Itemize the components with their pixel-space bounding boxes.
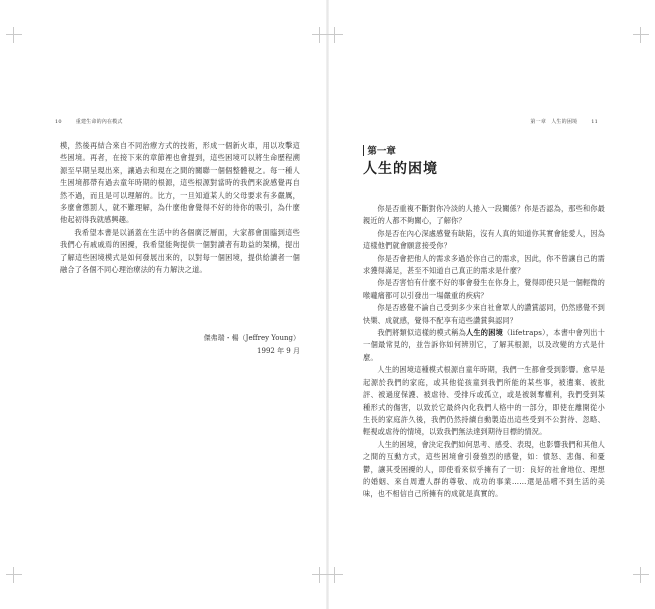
paragraph: 你是否在內心深處感覺有缺陷，沒有人真的知道你其實會能愛人，因為這樣他們就會願意接受你？ bbox=[363, 228, 605, 251]
paragraph-text: （lifetraps），本書中會列出十一個最常見的，並告訴你如何辨別它，了解其根源，以及改變的方式是什麼。 bbox=[363, 328, 605, 362]
paragraph: 人生的困境這種模式根源自童年時期，我們一生都會受到影響。愈早是起源於我們的家庭，或其他從孩童到我們所能的某些事，被遺棄、被批評、被過度保護、被虐待、受排斥或孤立，或是被剝奪權利，我們受到某種形式的傷害，以致於它最終內化我們人格中的一部分，即使在離開從小生長的家庭許久後，我們仍然持續自動製造出這些受到不公對待、忽略、輕視或虐待的情境，以致我們無法達到期待目標的情況。 bbox=[363, 365, 605, 437]
chapter-title: 人生的困境 bbox=[363, 161, 438, 177]
chapter-bar-icon bbox=[363, 145, 364, 156]
left-running-head bbox=[55, 118, 123, 125]
right-running-title: 第一章 人生的困境 bbox=[530, 119, 578, 125]
paragraph: 模，然後再結合來自不同治療方式的技術，形成一個新火車，用以攻擊這些困境。再者，在接下來的章節裡也會提到，這些困境可以將生命歷程溯源至早期呈現出來，讓過去和現在之間的關聯一個個整體視之。每一種人生困境都帶有過去童年時期的根源，這些根源對當時的我們來說感覺再自然不過，而且是可以理解的。比方，一旦知道某人的父母要求有多嚴厲，多麼會懲罰人，就不難理解，為什麼他會覺得不好的待你的吸引，為什麼他起初得我就感興趣。 bbox=[60, 141, 300, 225]
paragraph bbox=[363, 327, 605, 364]
paragraph-text: 我們將類似這樣的模式稱為 bbox=[377, 328, 467, 338]
paragraph: 我希望本書是以涵蓋在生活中的各個廣泛層面，大家都會面臨到這些我們心有戚戚焉的困擾，我希望能夠提供一個對讀者有助益的架構，提出了解這些困境模式是如何發展出來的，以對每一個困境，提供給讀者一個融合了各個不同心理治療法的有力解決之道。 bbox=[60, 227, 300, 275]
key-term: 人生的困境 bbox=[466, 328, 503, 338]
paragraph: 你是否重複不斷對你冷淡的人捲入一段關係？你是否認為，那些和你最親近的人都不夠關心，了解你？ bbox=[363, 204, 605, 226]
paragraph: 你是否會把他人的需求多過於你自己的需求，因此，你不曾讓自己的需求獲得滿足，甚至不知道自己真正的需求是什麼？ bbox=[363, 253, 605, 276]
right-running-head bbox=[530, 118, 598, 125]
paragraph: 人生的困境，會決定我們如何思考、感受、表現，也影響我們和其他人之間的互動方式，這些困境會引發強烈的感覺，如：憤怒、悲傷、和憂鬱，讓其受困擾的人，即使看來似乎擁有了一切：良好的社會地位、理想的婚姻、來自周遭人群的尊敬、成功的事業……還是品嚐不到生活的美味，也不相信自己所擁有的成就是真實的。 bbox=[363, 439, 605, 499]
left-page-number: 10 bbox=[55, 119, 62, 125]
paragraph: 你是否感覺不論自己受到多少來自社會眾人的讚賞認同，仍然感覺不到快樂、成就感，覺得不配享有這些讚賞與認同？ bbox=[363, 303, 605, 325]
left-body-text bbox=[60, 140, 300, 276]
author-signature: 傑弗瑞・楊（Jeffrey Young） bbox=[203, 334, 300, 342]
right-page-number: 11 bbox=[591, 119, 598, 125]
chapter-label bbox=[363, 143, 396, 157]
right-body-text bbox=[363, 203, 605, 501]
signature-date: 1992 年 9 月 bbox=[257, 347, 300, 355]
chapter-label-text: 第一章 bbox=[367, 146, 396, 157]
left-running-title: 重建生命的內在模式 bbox=[75, 119, 123, 125]
left-page bbox=[0, 0, 327, 609]
paragraph: 你是否害怕有什麼不好的事會發生在你身上，覺得即使只是一個輕微的喉嚨痛都可以引發出一場嚴重的疾病？ bbox=[363, 278, 605, 300]
